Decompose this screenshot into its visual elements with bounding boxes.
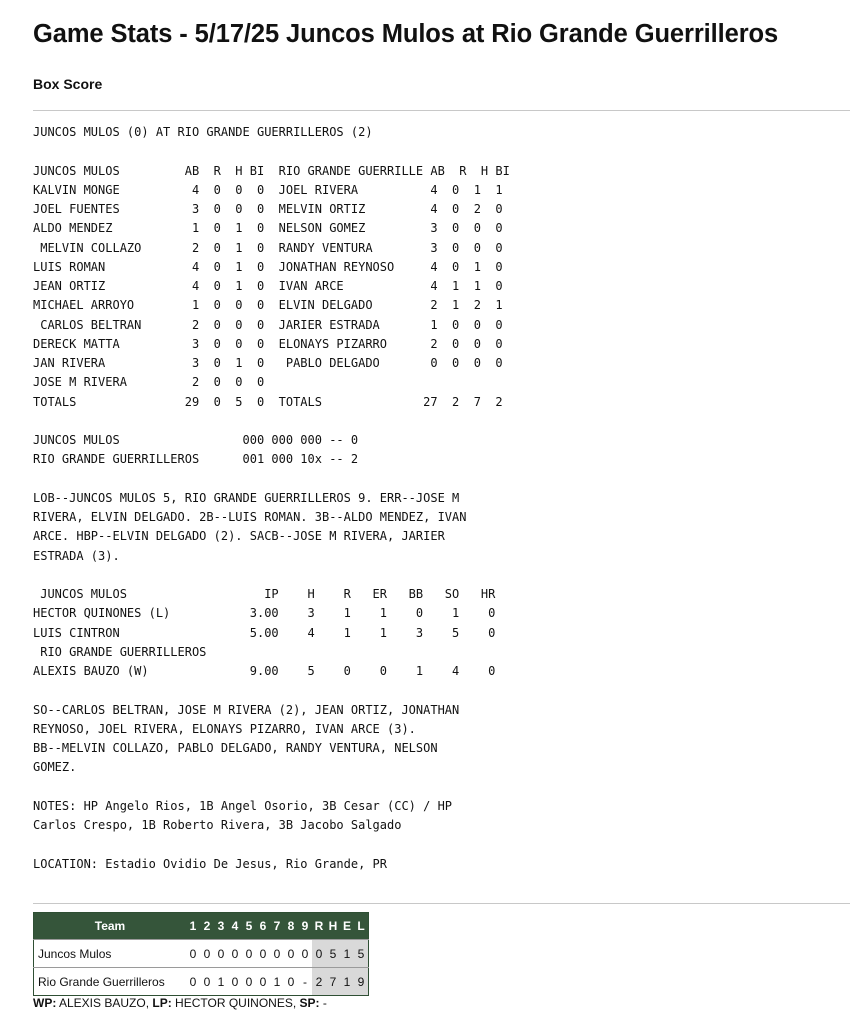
box-score-line: JUNCOS MULOS AB R H BI RIO GRANDE GUERRILLE AB R H BI xyxy=(33,163,510,178)
box-score-line: LUIS ROMAN 4 0 1 0 JONATHAN REYNOSO 4 0 1 0 xyxy=(33,259,503,274)
box-score-line: HECTOR QUINONES (L) 3.00 3 1 1 0 1 0 xyxy=(33,606,496,621)
box-score-line: ALEXIS BAUZO (W) 9.00 5 0 0 1 4 0 xyxy=(33,664,496,678)
box-score-line: MICHAEL ARROYO 1 0 0 0 ELVIN DELGADO 2 1 2 1 xyxy=(33,298,503,313)
lp-label: LP: xyxy=(152,996,172,1010)
box-score-line xyxy=(33,681,510,700)
header-inning-6: 6 xyxy=(256,913,270,940)
box-score-heading: Box Score xyxy=(33,76,103,92)
header-inning-9: 9 xyxy=(298,913,312,940)
box-score-line: REYNOSO, JOEL RIVERA, ELONAYS PIZARRO, IVAN ARCE (3). xyxy=(33,721,416,736)
box-score-line xyxy=(33,778,510,797)
runs-total: 0 xyxy=(312,940,326,968)
box-score-line xyxy=(33,835,510,854)
sp-label: SP: xyxy=(299,996,320,1010)
box-score-line: JEAN ORTIZ 4 0 1 0 IVAN ARCE 4 1 1 0 xyxy=(33,279,503,293)
divider xyxy=(33,903,850,904)
team-name: Juncos Mulos xyxy=(34,940,187,968)
box-score-line: GOMEZ. xyxy=(33,760,77,775)
box-score-line: JUNCOS MULOS 000 000 000 -- 0 xyxy=(33,433,359,447)
hits-total: 5 xyxy=(326,940,340,968)
box-score-line: LUIS CINTRON 5.00 4 1 1 3 5 0 xyxy=(33,625,496,640)
divider xyxy=(33,110,850,111)
box-score-line xyxy=(33,566,510,585)
header-inning-1: 1 xyxy=(186,913,200,940)
header-errors: E xyxy=(340,913,354,940)
header-team: Team xyxy=(34,913,187,940)
inning-score: 0 xyxy=(228,940,242,968)
header-hits: H xyxy=(326,913,340,940)
box-score-line: JAN RIVERA 3 0 1 0 PABLO DELGADO 0 0 0 0 xyxy=(33,356,503,370)
header-lob: L xyxy=(354,913,369,940)
box-score-line: JOEL FUENTES 3 0 0 0 MELVIN ORTIZ 4 0 2 0 xyxy=(33,202,503,216)
box-score-line: BB--MELVIN COLLAZO, PABLO DELGADO, RANDY VENTURA, NELSON xyxy=(33,741,438,755)
line-score-header-row xyxy=(34,913,369,940)
header-inning-4: 4 xyxy=(228,913,242,940)
box-score-line: RIO GRANDE GUERRILLEROS xyxy=(33,644,207,659)
inning-score: 1 xyxy=(270,968,284,996)
pitcher-decisions xyxy=(33,996,327,1010)
header-inning-5: 5 xyxy=(242,913,256,940)
box-score-line: CARLOS BELTRAN 2 0 0 0 JARIER ESTRADA 1 0 0 0 xyxy=(33,317,503,332)
header-inning-3: 3 xyxy=(214,913,228,940)
team-name: Rio Grande Guerrilleros xyxy=(34,968,187,996)
inning-score: 0 xyxy=(200,940,214,968)
header-inning-7: 7 xyxy=(270,913,284,940)
box-score-line: LOB--JUNCOS MULOS 5, RIO GRANDE GUERRILLEROS 9. ERR--JOSE M xyxy=(33,490,460,505)
inning-score: 0 xyxy=(298,940,312,968)
line-score-table xyxy=(33,912,369,996)
box-score-line: JUNCOS MULOS IP H R ER BB SO HR xyxy=(33,587,496,601)
inning-score: 0 xyxy=(256,968,270,996)
box-score-line xyxy=(33,142,510,161)
inning-score: 0 xyxy=(284,968,298,996)
box-score-line: DERECK MATTA 3 0 0 0 ELONAYS PIZARRO 2 0 0 0 xyxy=(33,336,503,351)
errors-total: 1 xyxy=(340,968,354,996)
inning-score: 0 xyxy=(228,968,242,996)
box-score-line: LOCATION: Estadio Ovidio De Jesus, Rio Grande, PR xyxy=(33,856,388,871)
inning-score: - xyxy=(298,968,312,996)
line-score-row-juncos xyxy=(34,940,369,968)
lob-total: 9 xyxy=(354,968,369,996)
box-score-line: ESTRADA (3). xyxy=(33,548,120,563)
page-title: Game Stats - 5/17/25 Juncos Mulos at Rio Grande Guerrilleros xyxy=(33,20,779,48)
hits-total: 7 xyxy=(326,968,340,996)
lp-value: HECTOR QUINONES, xyxy=(171,996,300,1010)
box-score-text xyxy=(33,123,510,874)
box-score-line: ALDO MENDEZ 1 0 1 0 NELSON GOMEZ 3 0 0 0 xyxy=(33,221,503,236)
box-score-line: SO--CARLOS BELTRAN, JOSE M RIVERA (2), JEAN ORTIZ, JONATHAN xyxy=(33,702,460,717)
header-runs: R xyxy=(312,913,326,940)
box-score-line xyxy=(33,470,510,489)
lob-total: 5 xyxy=(354,940,369,968)
wp-value: ALEXIS BAUZO, xyxy=(56,996,153,1010)
box-score-line: KALVIN MONGE 4 0 0 0 JOEL RIVERA 4 0 1 1 xyxy=(33,182,503,197)
inning-score: 0 xyxy=(186,940,200,968)
inning-score: 0 xyxy=(242,968,256,996)
box-score-line: ARCE. HBP--ELVIN DELGADO (2). SACB--JOSE M RIVERA, JARIER xyxy=(33,529,445,544)
wp-label: WP: xyxy=(33,996,57,1010)
box-score-line: NOTES: HP Angelo Rios, 1B Angel Osorio, 3B Cesar (CC) / HP xyxy=(33,798,453,813)
inning-score: 0 xyxy=(200,968,214,996)
inning-score: 0 xyxy=(284,940,298,968)
inning-score: 0 xyxy=(270,940,284,968)
box-score-line: TOTALS 29 0 5 0 TOTALS 27 2 7 2 xyxy=(33,394,503,409)
inning-score: 0 xyxy=(256,940,270,968)
inning-score: 0 xyxy=(242,940,256,968)
inning-score: 0 xyxy=(186,968,200,996)
errors-total: 1 xyxy=(340,940,354,968)
header-inning-2: 2 xyxy=(200,913,214,940)
box-score-line xyxy=(33,412,510,431)
header-inning-8: 8 xyxy=(284,913,298,940)
box-score-line: RIVERA, ELVIN DELGADO. 2B--LUIS ROMAN. 3B--ALDO MENDEZ, IVAN xyxy=(33,510,467,524)
sp-value: - xyxy=(319,996,327,1010)
box-score-line: JOSE M RIVERA 2 0 0 0 xyxy=(33,375,265,390)
inning-score: 1 xyxy=(214,968,228,996)
box-score-line: JUNCOS MULOS (0) AT RIO GRANDE GUERRILLEROS (2) xyxy=(33,125,373,139)
inning-score: 0 xyxy=(214,940,228,968)
box-score-line: RIO GRANDE GUERRILLEROS 001 000 10x -- 2 xyxy=(33,452,359,467)
box-score-line: Carlos Crespo, 1B Roberto Rivera, 3B Jacobo Salgado xyxy=(33,818,402,832)
line-score-row-rio-grande xyxy=(34,968,369,996)
runs-total: 2 xyxy=(312,968,326,996)
box-score-line: MELVIN COLLAZO 2 0 1 0 RANDY VENTURA 3 0 0 0 xyxy=(33,240,503,255)
